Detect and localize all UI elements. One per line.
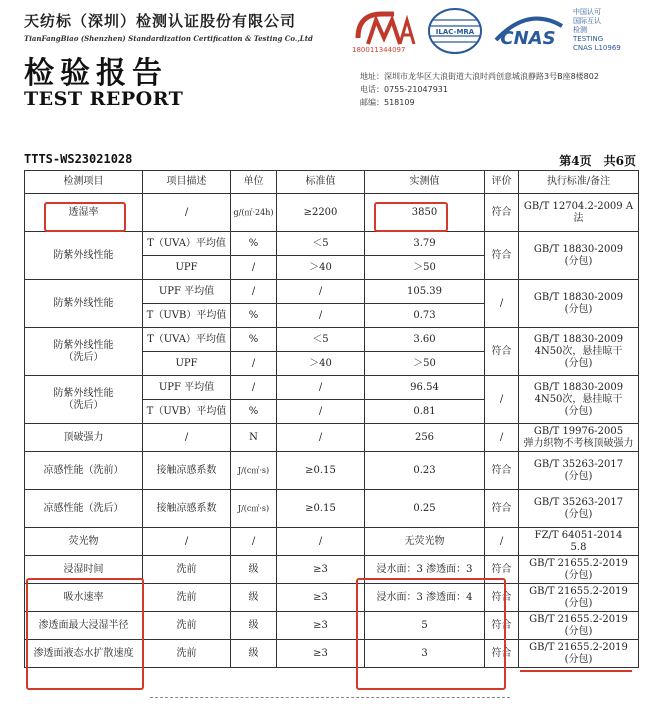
desc-cell: UPF 平均值 — [143, 280, 231, 304]
table-row — [25, 640, 639, 668]
note-cell — [519, 328, 639, 376]
note-line: 弹力织物不考核顶破强力 — [523, 437, 634, 449]
item-cell: 防紫外线性能 — [25, 232, 143, 280]
table-row — [25, 584, 639, 612]
note-cell — [519, 424, 639, 452]
item-cell: 顶破强力 — [25, 424, 143, 452]
std-cell: ≥3 — [277, 640, 365, 668]
note-line: (分包) — [564, 653, 593, 665]
note-line: (分包) — [564, 470, 593, 482]
value-cell: 3 — [365, 640, 485, 668]
std-cell: / — [277, 304, 365, 328]
cnas-caption-cn-3: 检测 — [573, 26, 587, 34]
desc-cell: UPF 平均值 — [143, 376, 231, 400]
desc-cell: UPF — [143, 352, 231, 376]
item-cell: 吸水速率 — [25, 584, 143, 612]
cnas-caption — [573, 8, 621, 53]
std-cell: ≥3 — [277, 584, 365, 612]
value-cell: 256 — [365, 424, 485, 452]
header-evaluation: 评价 — [485, 171, 519, 194]
note-line: (分包) — [564, 357, 593, 369]
eval-cell: / — [485, 424, 519, 452]
unit-cell: 级 — [231, 640, 277, 668]
header-standard: 标准值 — [277, 171, 365, 194]
note-cell — [519, 612, 639, 640]
ilac-mra-label: ILAC-MRA — [435, 28, 475, 36]
header-unit: 单位 — [231, 171, 277, 194]
unit-cell: J/(c㎡·s) — [231, 452, 277, 490]
ilac-mra-logo — [426, 6, 484, 56]
item-cell: 渗透面最大浸湿半径 — [25, 612, 143, 640]
company-name-cn: 天纺标（深圳）检测认证股份有限公司 — [24, 12, 297, 30]
table-row — [25, 424, 639, 452]
note-line: (分包) — [564, 625, 593, 637]
value-cell: 3.60 — [365, 328, 485, 352]
std-cell: / — [277, 376, 365, 400]
note-line: (分包) — [564, 405, 593, 417]
value-cell: 0.81 — [365, 400, 485, 424]
note-line: GB/T 35263-2017 — [533, 458, 624, 470]
desc-cell: / — [143, 528, 231, 556]
eval-cell: 符合 — [485, 232, 519, 280]
std-cell: ＜5 — [277, 328, 365, 352]
value-cell: 3850 — [365, 194, 485, 232]
value-cell: 浸水面：3 渗透面：4 — [365, 584, 485, 612]
table-header-row — [25, 171, 639, 194]
value-cell: 0.25 — [365, 490, 485, 528]
eval-cell: 符合 — [485, 584, 519, 612]
unit-cell: / — [231, 352, 277, 376]
table-row — [25, 612, 639, 640]
table-row — [25, 490, 639, 528]
header-note: 执行标准/备注 — [519, 171, 639, 194]
unit-cell: / — [231, 376, 277, 400]
value-cell: 5 — [365, 612, 485, 640]
desc-cell: UPF — [143, 256, 231, 280]
eval-cell: 符合 — [485, 556, 519, 584]
item-cell: 荧光物 — [25, 528, 143, 556]
value-cell: 96.54 — [365, 376, 485, 400]
std-cell: ＜5 — [277, 232, 365, 256]
unit-cell: g/(㎡·24h) — [231, 194, 277, 232]
note-line: GB/T 21655.2-2019 — [529, 641, 628, 653]
header-item: 检测项目 — [25, 171, 143, 194]
table-row — [25, 280, 639, 304]
desc-cell: T（UVB）平均值 — [143, 400, 231, 424]
std-cell: ≥2200 — [277, 194, 365, 232]
note-line: (分包) — [564, 569, 593, 581]
value-cell: ＞50 — [365, 256, 485, 280]
unit-cell: 级 — [231, 556, 277, 584]
eval-cell: 符合 — [485, 452, 519, 490]
item-cell: 透湿率 — [25, 194, 143, 232]
note-line: (分包) — [564, 255, 593, 267]
desc-cell: 接触凉感系数 — [143, 452, 231, 490]
eval-cell: 符合 — [485, 328, 519, 376]
value-cell: 0.23 — [365, 452, 485, 490]
item-cell: 浸湿时间 — [25, 556, 143, 584]
value-cell: 浸水面：3 渗透面：3 — [365, 556, 485, 584]
lab-phone: 电话：0755-21047931 — [360, 85, 448, 94]
cnas-caption-cn-1: 中国认可 — [573, 8, 601, 16]
item-line: 防紫外线性能 — [53, 387, 114, 399]
report-title-en: TEST REPORT — [24, 88, 184, 110]
table-row — [25, 328, 639, 352]
eval-cell: 符合 — [485, 612, 519, 640]
value-cell: 0.73 — [365, 304, 485, 328]
std-cell: ≥3 — [277, 556, 365, 584]
unit-cell: / — [231, 280, 277, 304]
note-line: GB/T 21655.2-2019 — [529, 613, 628, 625]
cnas-caption-cn-2: 国际互认 — [573, 17, 601, 25]
unit-cell: N — [231, 424, 277, 452]
item-line: （洗后） — [63, 399, 104, 411]
cnas-logo — [490, 6, 566, 58]
note-line: GB/T 35263-2017 — [533, 496, 624, 508]
unit-cell: 级 — [231, 584, 277, 612]
item-cell: 渗透面液态水扩散速度 — [25, 640, 143, 668]
note-cell: GB/T 12704.2-2009 A法 — [519, 194, 639, 232]
note-cell — [519, 376, 639, 424]
item-cell: 防紫外线性能 — [25, 280, 143, 328]
table-row — [25, 556, 639, 584]
note-line: GB/T 18830-2009 — [533, 333, 624, 345]
item-cell — [25, 376, 143, 424]
note-line: FZ/T 64051-2014 — [534, 529, 623, 541]
value-cell: 3.79 — [365, 232, 485, 256]
eval-cell: / — [485, 528, 519, 556]
unit-cell: % — [231, 304, 277, 328]
table-row — [25, 376, 639, 400]
desc-cell: 洗前 — [143, 556, 231, 584]
item-line: 防紫外线性能 — [53, 339, 114, 351]
item-cell: 凉感性能（洗后） — [25, 490, 143, 528]
note-cell — [519, 528, 639, 556]
std-cell: / — [277, 400, 365, 424]
desc-cell: 洗前 — [143, 584, 231, 612]
desc-cell: 洗前 — [143, 640, 231, 668]
desc-cell: T（UVA）平均值 — [143, 328, 231, 352]
note-cell — [519, 280, 639, 328]
header-measured: 实测值 — [365, 171, 485, 194]
value-cell: ＞50 — [365, 352, 485, 376]
note-line: (分包) — [564, 303, 593, 315]
std-cell: ≥3 — [277, 612, 365, 640]
unit-cell: 级 — [231, 612, 277, 640]
note-line: GB/T 21655.2-2019 — [529, 557, 628, 569]
note-cell — [519, 556, 639, 584]
note-line: GB/T 18830-2009 — [533, 291, 624, 303]
eval-cell: 符合 — [485, 490, 519, 528]
std-cell: / — [277, 528, 365, 556]
report-number: TTTS-WS23021028 — [24, 152, 133, 166]
note-line: 5.8 — [570, 541, 587, 553]
value-cell: 105.39 — [365, 280, 485, 304]
item-cell: 凉感性能（洗前） — [25, 452, 143, 490]
note-cell — [519, 584, 639, 612]
eval-cell: / — [485, 376, 519, 424]
eval-cell: 符合 — [485, 640, 519, 668]
cnas-number: CNAS L10969 — [573, 44, 621, 52]
cma-number: 180011344097 — [352, 46, 406, 54]
header-desc: 项目描述 — [143, 171, 231, 194]
results-table — [24, 170, 639, 668]
company-name-en: TianFangBiao (Shenzhen) Standardization Certification & Testing Co.,Ltd — [24, 34, 313, 43]
table-row — [25, 528, 639, 556]
std-cell: / — [277, 280, 365, 304]
note-line: GB/T 21655.2-2019 — [529, 585, 628, 597]
highlight-underline-standard — [520, 670, 632, 672]
unit-cell: / — [231, 528, 277, 556]
unit-cell: % — [231, 400, 277, 424]
note-cell — [519, 232, 639, 280]
unit-cell: / — [231, 256, 277, 280]
cnas-label: CNAS — [500, 28, 556, 49]
desc-cell: 接触凉感系数 — [143, 490, 231, 528]
value-cell: 无荧光物 — [365, 528, 485, 556]
note-line: 4N50次，悬挂晾干 — [534, 393, 623, 405]
cnas-caption-en: TESTING — [573, 35, 604, 43]
note-line: GB/T 18830-2009 — [533, 381, 624, 393]
note-line: 4N50次，悬挂晾干 — [534, 345, 623, 357]
desc-cell: / — [143, 194, 231, 232]
note-line: GB/T 18830-2009 — [533, 243, 624, 255]
table-row — [25, 232, 639, 256]
eval-cell: / — [485, 280, 519, 328]
desc-cell: / — [143, 424, 231, 452]
std-cell: ≥0.15 — [277, 452, 365, 490]
lab-contact — [360, 70, 599, 109]
note-cell — [519, 452, 639, 490]
std-cell: / — [277, 424, 365, 452]
table-row — [25, 194, 639, 232]
std-cell: ≥0.15 — [277, 490, 365, 528]
unit-cell: % — [231, 328, 277, 352]
note-line: (分包) — [564, 508, 593, 520]
unit-cell: J/(c㎡·s) — [231, 490, 277, 528]
desc-cell: 洗前 — [143, 612, 231, 640]
std-cell: ＞40 — [277, 352, 365, 376]
note-line: GB/T 19976-2005 — [533, 425, 624, 437]
note-cell — [519, 640, 639, 668]
lab-address: 地址：深圳市龙华区大浪街道大浪时尚创意城浪静路3号B座8楼802 — [360, 72, 599, 81]
lab-postcode: 邮编：518109 — [360, 98, 415, 107]
footer-rule — [150, 697, 510, 698]
page-indicator: 第4页 共6页 — [559, 154, 636, 168]
desc-cell: T（UVB）平均值 — [143, 304, 231, 328]
report-title-cn: 检验报告 — [24, 56, 168, 91]
desc-cell: T（UVA）平均值 — [143, 232, 231, 256]
unit-cell: % — [231, 232, 277, 256]
item-line: （洗后） — [63, 351, 104, 363]
std-cell: ＞40 — [277, 256, 365, 280]
eval-cell: 符合 — [485, 194, 519, 232]
note-line: (分包) — [564, 597, 593, 609]
item-cell — [25, 328, 143, 376]
note-cell — [519, 490, 639, 528]
table-row — [25, 452, 639, 490]
